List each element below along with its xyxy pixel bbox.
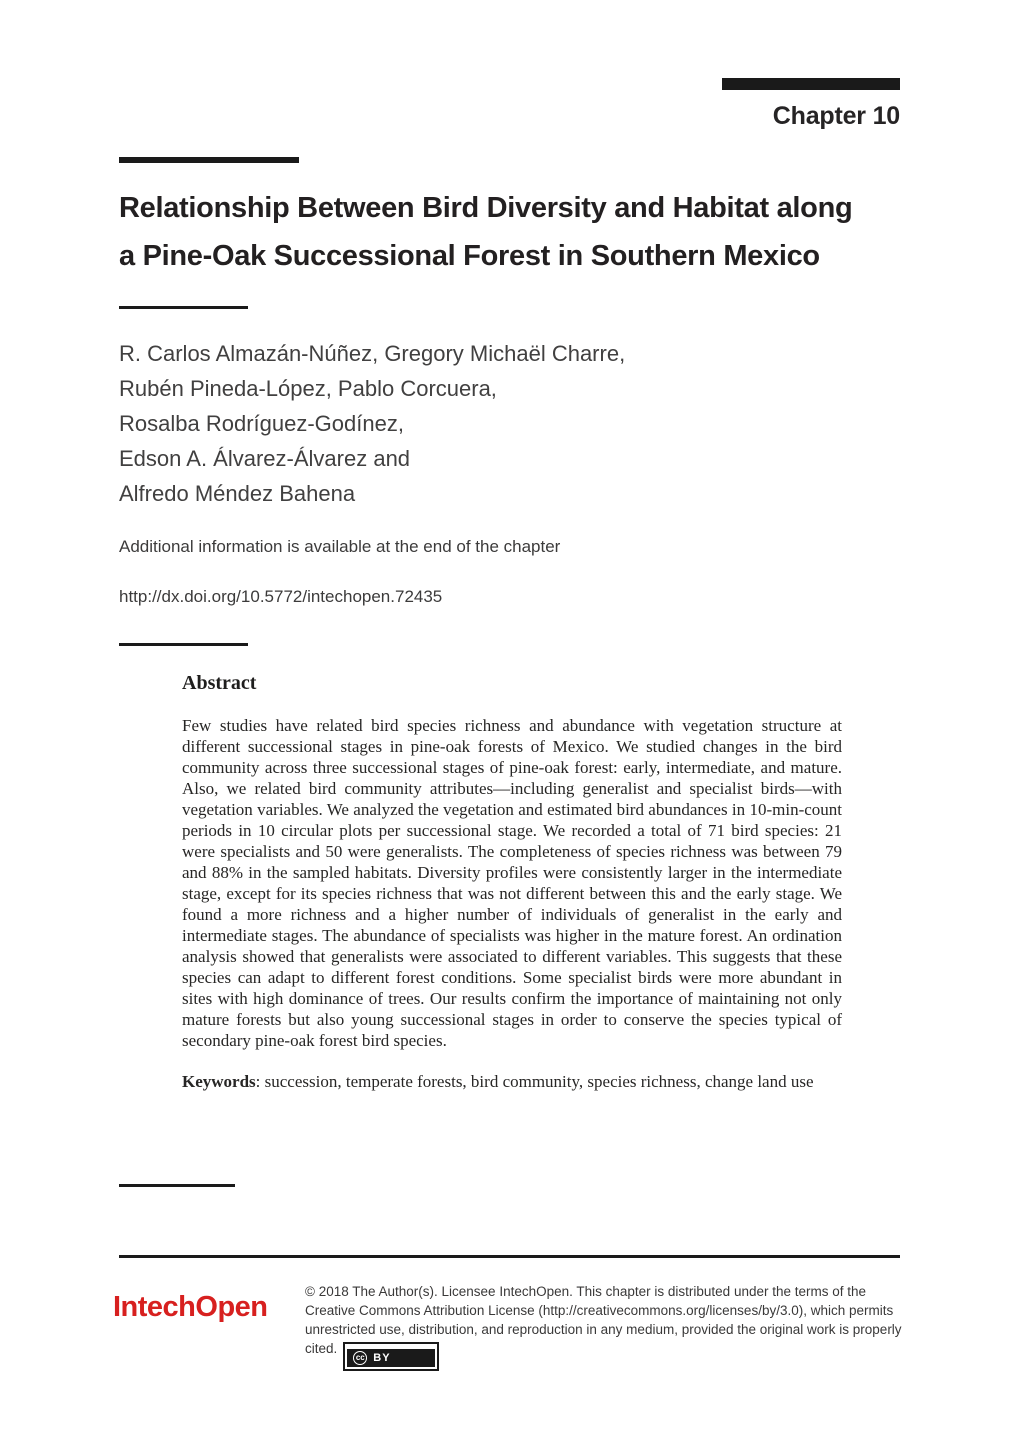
footer-rule <box>119 1255 900 1258</box>
keywords-label: Keywords <box>182 1072 256 1091</box>
publisher-logo-text: IntechOpen <box>113 1291 268 1323</box>
abstract-heading: Abstract <box>182 672 257 694</box>
author-line: Rubén Pineda-López, Pablo Corcuera, <box>119 376 497 401</box>
separator-rule-below-keywords <box>119 1184 235 1187</box>
author-list <box>119 336 625 511</box>
chapter-header-bar <box>722 78 900 90</box>
cc-by-label: BY <box>373 1351 391 1364</box>
paper-title <box>119 184 919 280</box>
paper-title-line-1: Relationship Between Bird Diversity and Habitat along <box>119 192 853 224</box>
cc-by-badge <box>343 1342 439 1371</box>
additional-info-note: Additional information is available at the end of the chapter <box>119 537 561 556</box>
author-line: Rosalba Rodríguez-Godínez, <box>119 411 404 436</box>
author-line: Edson A. Álvarez-Álvarez and <box>119 446 411 471</box>
cc-icon: cc <box>353 1351 367 1365</box>
license-text: © 2018 The Author(s). Licensee IntechOpen. This chapter is distributed under the terms of the Creative Commons Attribution License (http://creativecommons.org/licenses/by/3.0), which permits unrestricted use, distribution, and reproduction in any medium, provided the original work is properly cited. <box>305 1284 902 1356</box>
abstract-section <box>182 672 842 1093</box>
keywords-list: : succession, temperate forests, bird community, species richness, change land use <box>255 1072 814 1091</box>
separator-rule-above-abstract <box>119 643 248 646</box>
title-rule <box>119 157 299 163</box>
author-line: Alfredo Méndez Bahena <box>119 481 356 506</box>
doi-link[interactable]: http://dx.doi.org/10.5772/intechopen.72435 <box>119 587 443 606</box>
separator-rule-under-title <box>119 306 248 309</box>
author-line: R. Carlos Almazán-Núñez, Gregory Michaël Charre, <box>119 341 626 366</box>
abstract-body: Few studies have related bird species richness and abundance with vegetation structure at different successional stages in pine-oak forests of Mexico. We studied changes in the bird community across three successional stages of pine-oak forest: early, intermediate, and mature. Also, we related bird community attributes—including generalist and specialist birds—with vegetation variables. We analyzed the vegetation and estimated bird abundances in 10-min-count periods in 10 circular plots per successional stage. We recorded a total of 71 bird species: 21 were specialists and 50 were generalists. The completeness of species richness was between 79 and 88% in the sampled habitats. Diversity profiles were consistently larger in the intermediate stage, except for its species richness that was not different between this and the early stage. We found a more richness and a higher number of individuals of generalist in the early and intermediate stages. The abundance of specialists was higher in the mature forest. An ordination analysis showed that generalists were associated to different variables. This suggests that these species can adapt to different forest conditions. Some specialist birds were more abundant in sites with high dominance of trees. Our results confirm the importance of maintaining not only mature forests but also young successional stages in order to conserve the species typical of secondary pine-oak forest bird species. <box>182 716 842 1050</box>
cc-by-badge-inner <box>347 1349 435 1367</box>
chapter-label: Chapter 10 <box>772 102 900 130</box>
publisher-logo <box>113 1291 268 1324</box>
license-statement <box>305 1282 910 1371</box>
paper-title-line-2: a Pine-Oak Successional Forest in Southern Mexico <box>119 240 820 272</box>
keywords-paragraph <box>182 1071 842 1093</box>
